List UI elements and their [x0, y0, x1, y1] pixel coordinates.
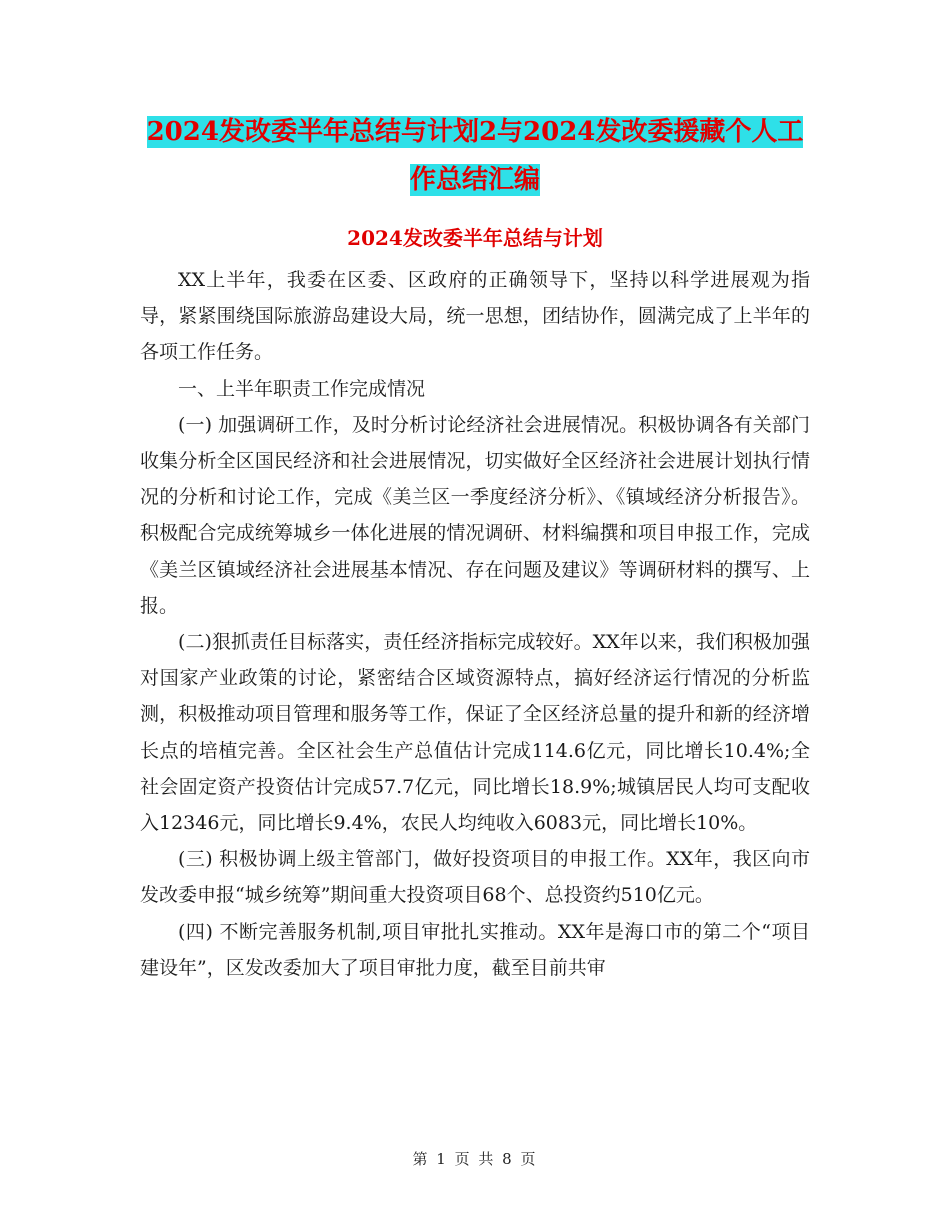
section-title: 2024发改委半年总结与计划 [347, 226, 603, 250]
paragraph-intro: XX上半年，我委在区委、区政府的正确领导下，坚持以科学进展观为指导，紧紧围绕国际旅游岛建设大局，统一思想，团结协作，圆满完成了上半年的各项工作任务。 [140, 269, 810, 364]
document-title [140, 108, 810, 204]
document-title-text: 2024发改委半年总结与计划2与2024发改委援藏个人工作总结汇编 [146, 117, 804, 195]
page-number: 第 1 页 共 8 页 [412, 1150, 538, 1168]
paragraph-item-4: (四) 不断完善服务机制,项目审批扎实推动。XX年是海口市的第二个“项目建设年”，区发改委加大了项目审批力度，截至目前共审 [140, 920, 810, 979]
body-text [140, 262, 810, 986]
page-footer [0, 1148, 950, 1169]
paragraph-heading-1: 一、上半年职责工作完成情况 [178, 377, 426, 400]
paragraph-item-2: (二)狠抓责任目标落实，责任经济指标完成较好。XX年以来，我们积极加强对国家产业政策的讨论，紧密结合区域资源特点，搞好经济运行情况的分析监测，积极推动项目管理和服务等工作，保证了全区经济总量的提升和新的经济增长点的培植完善。全区社会生产总值估计完成114.6亿元，同比增长10.4%;全社会固定资产投资估计完成57.7亿元，同比增长18.9%;城镇居民人均可支配收入12346元，同比增长9.4%，农民人均纯收入6083元，同比增长10%。 [140, 631, 810, 835]
paragraph-item-1: (一) 加强调研工作，及时分析讨论经济社会进展情况。积极协调各有关部门收集分析全区国民经济和社会进展情况，切实做好全区经济社会进展计划执行情况的分析和讨论工作，完成《美兰区一季度经济分析》、《镇域经济分析报告》。积极配合完成统筹城乡一体化进展的情况调研、材料编撰和项目申报工作，完成《美兰区镇域经济社会进展基本情况、存在问题及建议》等调研材料的撰写、上报。 [140, 413, 810, 617]
paragraph-item-3: (三) 积极协调上级主管部门，做好投资项目的申报工作。XX年，我区向市发改委申报“城乡统筹”期间重大投资项目68个、总投资约510亿元。 [140, 848, 810, 907]
